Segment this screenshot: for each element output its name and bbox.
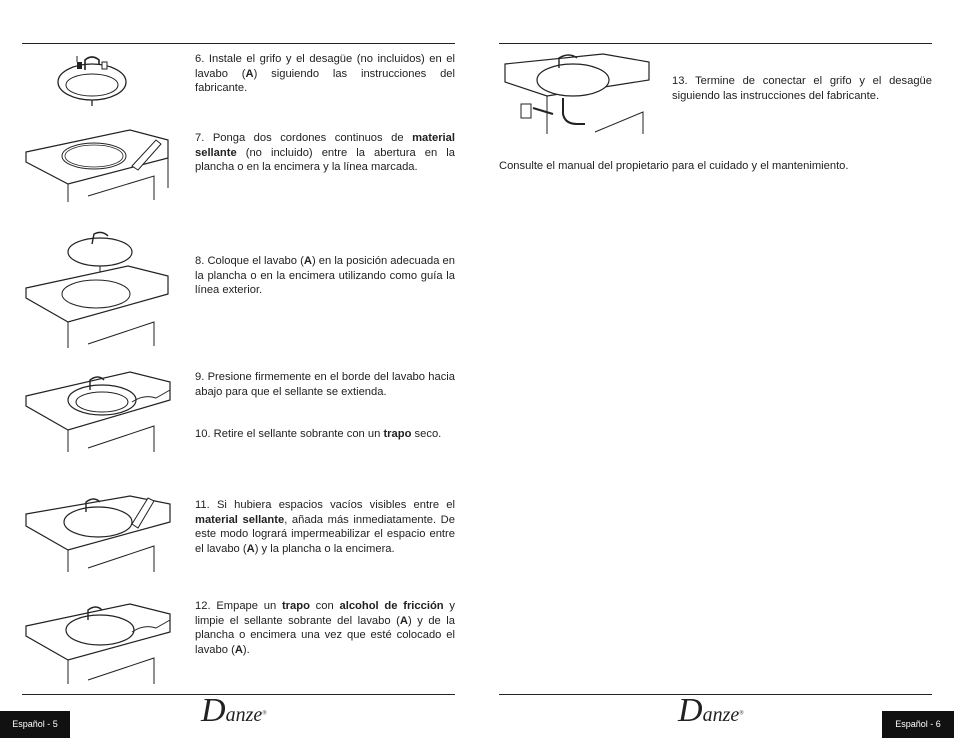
wipe-sealant-illustration [24, 600, 174, 684]
step-text-run: 9. Presione firmemente en el borde del lavabo hacia abajo para que el sellante se extienda. [195, 371, 455, 398]
step-13-text [672, 74, 932, 103]
bold-term: material sellante [195, 132, 455, 159]
bold-term: trapo [383, 428, 412, 440]
step-text-run: y limpie el sellante sobrante del lavabo ( [195, 600, 455, 627]
step-text-run: (no incluido) entre la abertura en la plancha o en la encimera y la línea marcada. [195, 146, 455, 173]
finish-connection-illustration [503, 52, 651, 134]
bold-term: A [303, 255, 312, 267]
care-maintenance-note: Consulte el manual del propietario para el cuidado y el mantenimiento. [499, 160, 849, 172]
bold-term: A [246, 542, 255, 555]
step-7-text [195, 131, 455, 175]
step-text-run: 10. Retire el sellante sobrante con un [195, 428, 384, 440]
step-text-run: , añada más inmediatamente. De este modo logrará impermeabilizar el espacio entre el lavabo ( [195, 513, 455, 555]
press-sink-illustration [24, 368, 174, 452]
step-text-run: ) siguiendo las instrucciones del fabricante. [195, 67, 455, 94]
add-sealant-illustration [24, 494, 174, 572]
step-9-text [195, 370, 455, 399]
right-header-rule [499, 43, 932, 44]
step-12-text [195, 599, 455, 657]
step-text-run: ) y la plancha o la encimera. [254, 542, 395, 555]
step-text-run: 8. Coloque el lavabo ( [195, 255, 304, 267]
page-number-left: Español - 5 [0, 711, 70, 738]
step-text-run: ). [242, 643, 250, 656]
step-11-text [195, 498, 455, 556]
page-number-right: Español - 6 [882, 711, 954, 738]
step-6-text [195, 52, 455, 96]
step-text-run: 7. Ponga dos cordones continuos de [195, 132, 413, 144]
step-text-run: 13. Termine de conectar el grifo y el desagüe siguiendo las instrucciones del fabricante. [672, 75, 932, 102]
danze-logo-left: Danze® [201, 692, 267, 729]
bold-term: alcohol de fricción [339, 600, 444, 612]
step-8-text [195, 254, 455, 298]
sink-placement-illustration [24, 226, 172, 348]
step-text-run: ) en la posición adecuada en la plancha o en la encimera utilizando como guía la línea exterior. [195, 255, 455, 296]
bold-term: A [399, 614, 408, 627]
danze-logo-right: Danze® [678, 692, 744, 729]
step-text-run: 12. Empape un [195, 600, 282, 612]
step-text-run: 6. Instale el grifo y el desagüe (no incluidos) en el lavabo ( [195, 53, 455, 80]
step-text-run: seco. [411, 428, 442, 440]
bold-term: A [245, 67, 254, 80]
bold-term: material sellante [195, 513, 285, 526]
sink-faucet-illustration [55, 50, 130, 106]
step-text-run: con [309, 600, 340, 612]
step-text-run: 11. Si hubiera espacios vacíos visibles entre el [195, 499, 455, 511]
countertop-sealant-illustration [24, 128, 172, 202]
bold-term: trapo [281, 600, 310, 612]
bold-term: A [234, 643, 243, 656]
step-10-text [195, 427, 455, 442]
left-header-rule [22, 43, 455, 44]
step-text-run: ) y de la plancha o encimera una vez que esté colocado el lavabo ( [195, 614, 456, 656]
